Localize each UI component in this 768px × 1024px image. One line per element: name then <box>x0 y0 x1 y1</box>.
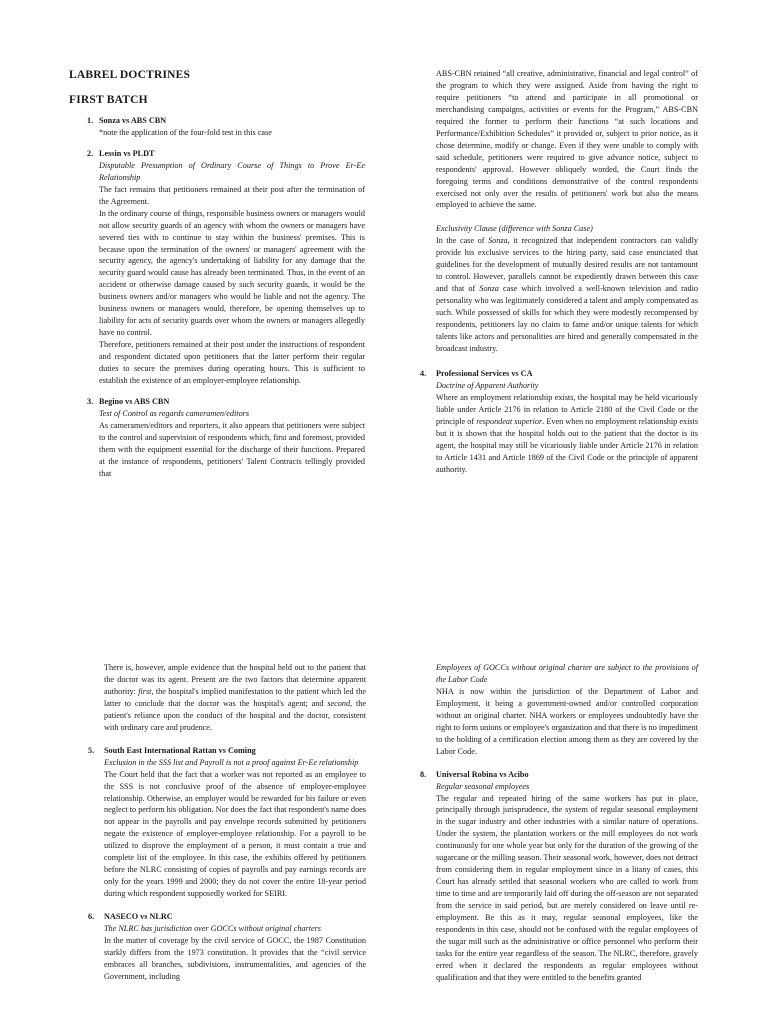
doc-subtitle: FIRST BATCH <box>69 94 148 106</box>
item-number: 5. <box>88 745 95 755</box>
case-title: NASECO vs NLRC <box>104 912 173 922</box>
item-number: 2. <box>87 148 94 158</box>
case-item-4 <box>420 368 698 476</box>
case-note: *note the application of the four-fold test in this case <box>99 127 272 137</box>
case-item-5 <box>88 745 366 900</box>
body-paragraph: In the case of Sonza, it recognized that independent contractors can validly provide his exclusive services to the hiring party, said case enunciated that guidelines for the development of mutually desired results are not tantamount to control. However, parallels cannot be expediently drawn between this case and that of Sonza case which involved a well-known television and radio personality who was legitimately considered a talent and amply compensated as such. While possessed of skills for which they were modestly recompensed by respondents, petitioners lay no claim to fame and/or unique talents for which talents like actors and personalities are hired and generally compensated in the broadcast industry. <box>436 236 699 353</box>
body-paragraph: There is, however, ample evidence that the hospital held out to the patient that the doctor was its agent. Present are the two factors that determine apparent authority: first, the hospital's implied manifestation to the patient which led the latter to conclude that the doctor was the hospital's agent; and second, the patient's reliance upon the conduct of the hospital and the doctor, consistent with ordinary care and prudence. <box>104 663 366 732</box>
case-subtitle: Doctrine of Apparent Authority <box>436 380 539 390</box>
page1-right-column <box>420 68 699 528</box>
case-paragraph: The fact remains that petitioners remained at their post after the termination of the Agreement. <box>99 184 365 206</box>
body-paragraph: NHA is now within the jurisdiction of the Department of Labor and Employment, it being a government-owned and/or controlled corporation without an original charter. NHA workers or employees undoubtedly have the right to form unions or employee's organization and that there is no impediment to the holding of a certification election among them as they are covered by the Labor Code. <box>436 686 698 756</box>
doc-title: LABREL DOCTRINES <box>69 69 191 81</box>
item-number: 3. <box>87 396 94 406</box>
item-number: 8. <box>420 769 427 779</box>
case-subtitle: Disputable Presumption of Ordinary Course of Things to Prove Er-Ee Relationship <box>99 160 365 182</box>
item-number: 1. <box>87 116 94 125</box>
case-paragraph: In the matter of coverage by the civil service of GOCC, the 1987 Constitution starkly differs from the 1973 constitution. It provides that the “civil service embraces all branches, subdivisions, instrumentalities, and agencies of the Government, including <box>104 936 366 981</box>
case-title: Professional Services vs CA <box>436 368 533 378</box>
page1-left-column <box>69 69 365 559</box>
page2-left-column <box>88 662 366 1024</box>
case-subtitle: The NLRC has jurisdiction over GOCCs without original charters <box>104 924 321 934</box>
case-paragraph: As cameramen/editors and reporters, it also appears that petitioners were subject to the control and supervision of respondents which, first and foremost, provided them with the equipment essential for the discharge of their functions. Prepared at the instance of respondents, petitioners' Talent Contracts tellingly provided that <box>99 420 365 478</box>
case-title: Sonza vs ABS CBN <box>99 116 167 125</box>
case-item-8 <box>420 769 698 984</box>
case-title: Lessin vs PLDT <box>99 148 155 158</box>
case-subtitle: Test of Control as regards cameramen/editors <box>99 408 250 418</box>
item-number: 4. <box>420 368 427 378</box>
case-item-3 <box>69 396 365 480</box>
case-paragraph: Where an employment relationship exists, the hospital may be held vicariously liable under Article 2176 in relation to Article 2180 of the Civil Code or the principle of respondeat superior. Even when no employment relationship exists but it is shown that the hospital holds out to the patient that the doctor is its agent, the hospital may still be vicariously liable under Article 2176 in relation to Article 1431 and Article 1869 of the Civil Code or the principle of apparent authority. <box>436 392 698 474</box>
case-title: Universal Robina vs Acibo <box>436 769 529 779</box>
case-paragraph: Therefore, petitioners remained at their post under the instructions of respondent and respondent dictated upon petitioners that the latter perform their regular duties to secure the premises during operating hours. This is sufficient to establish the existence of an employer-employee relationship. <box>99 340 365 386</box>
case-item-2 <box>69 148 365 387</box>
case-subtitle: Exclusion in the SSS list and Payroll is not a proof against Er-Ee relationship <box>104 757 359 767</box>
case-title: South East International Rattan vs Coming <box>104 745 256 755</box>
case-item-1 <box>69 115 365 139</box>
case-item-6 <box>88 911 366 983</box>
section-heading: Exclusivity Clause (difference with Sonza Case) <box>436 224 593 234</box>
case-paragraph: In the ordinary course of things, responsible business owners or managers would not allow security guards of an agency with whom the owners or managers have severed ties with to continue to stay within the business' premises. This is because upon the termination of the owners' or managers' agreement with the security agency, the agency's undertaking of liability for any damage that the security guard would cause has already been terminated. Thus, in the event of an accident or otherwise damage caused by such security guards, it would be the business owners and/or managers who would be liable and not the agency. The business owners or managers would, therefore, be opening themselves up to liability for acts of security guards over whom the owners or managers allegedly have no control. <box>99 208 365 338</box>
page2-right-column <box>420 662 698 1024</box>
section-heading: Employees of GOCCs without original charter are subject to the provisions of the Labor Code <box>436 663 698 684</box>
item-number: 6. <box>88 912 95 922</box>
case-subtitle: Regular seasonal employees <box>436 781 530 791</box>
case-paragraph: The Court held that the fact that a worker was not reported as an employee to the SSS is not conclusive proof of the absence of employer-employee relationship. Otherwise, an employer would be rewarded for his failure or even neglect to perform his obligation. Nor does the fact that respondent's name does not appear in the payrolls and pay envelope records submitted by petitioners negate the existence of employer-employee relationship. For a payroll to be utilized to disprove the employment of a person, it must contain a true and complete list of the employee. In this case, the exhibits offered by petitioners before the NLRC consisting of copies of payrolls and pay earnings records are only for the years 1999 and 2000; they do not cover the entire 18-year period during which respondent supposedly worked for SEIRI. <box>104 769 366 899</box>
body-paragraph: ABS-CBN retained “all creative, administrative, financial and legal control” of the program to which they were assigned. Aside from having the right to require petitioners “to attend and participate in all promotional or merchandising campaigns, activities or events for the Program,” ABS-CBN required the former to perform their functions “at such locations and Performance/Exhibition Schedules” it provided or, subject to prior notice, as it chose determine, modify or change. Even if they were unable to comply with said schedule, petitioners were required to give advance notice, subject to respondents' approval. However obliquely worded, the Court finds the foregoing terms and conditions demonstrative of the control respondents exercised not only over the results of petitioners' work but also the means employed to achieve the same. <box>436 69 698 210</box>
case-paragraph: The regular and repeated hiring of the same workers has put in place, principally through jurisprudence, the system of regular seasonal employment in the sugar industry and other industries with a similar nature of operations. Under the system, the plantation workers or the mill employees do not work continuously for one whole year but only for the duration of the growing of the sugarcane or the milling season. Their seasonal work, however, does not detract from considering them in regular employment since in a litany of cases, this Court has already settled that seasonal workers who are called to work from time to time and are temporarily laid off during the off-season are not separated from the service in said period, but are merely considered on leave until re-employment. Be this as it may, regular seasonal employees, like the respondents in this case, should not be confused with the regular employees of the sugar mill such as the administrative or office personnel who perform their tasks for the entire year regardless of the season. The NLRC, therefore, gravely erred when it declared the respondents as regular employees without qualification and that they were entitled to the benefits granted <box>436 793 698 982</box>
case-title: Begino vs ABS CBN <box>99 396 170 406</box>
